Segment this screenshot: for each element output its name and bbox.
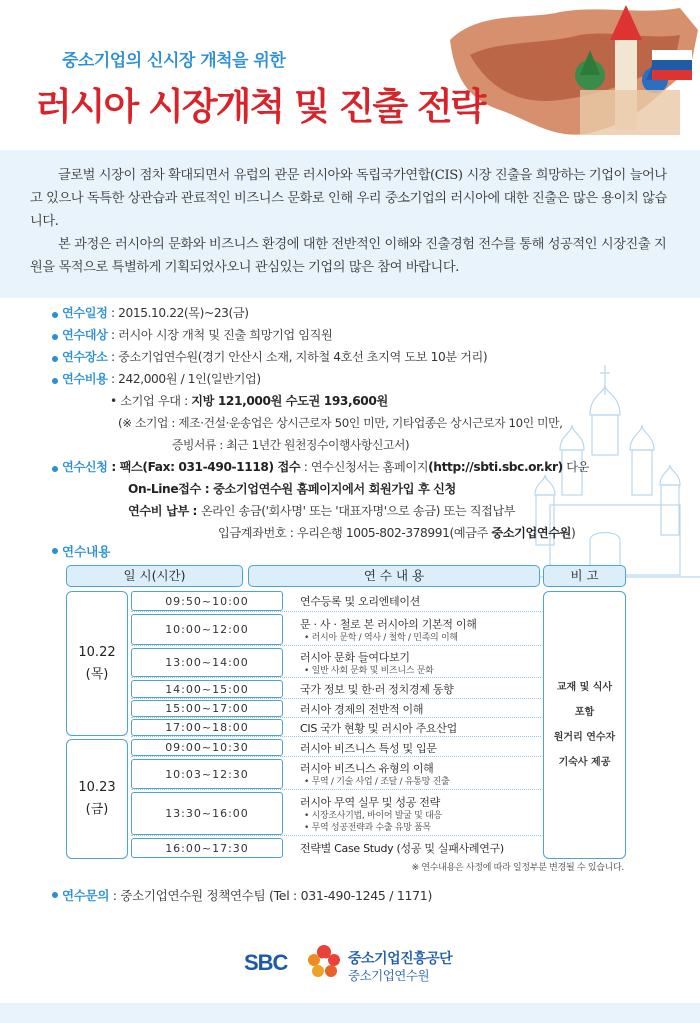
- table-row: [131, 680, 541, 699]
- table-row: [131, 739, 541, 757]
- target-label: 연수대상: [62, 328, 108, 342]
- bullet-icon: [52, 312, 58, 318]
- bullet-icon: [52, 334, 58, 340]
- intro-section: [0, 150, 700, 298]
- org-main: 중소기업진흥공단: [348, 951, 453, 967]
- target-value: : 러시아 시장 개척 및 진출 희망기업 임직원: [107, 328, 333, 342]
- apply-url-rest: 다운: [562, 460, 589, 474]
- content-sub: • 러시아 문학 / 역사 / 철학 / 민족의 이해: [304, 632, 458, 643]
- bullet-icon: [52, 548, 58, 554]
- content-title: 러시아 경제의 전반적 이해: [300, 702, 424, 716]
- table-row: [131, 719, 541, 737]
- table-row: [131, 614, 541, 646]
- place-label: 연수장소: [62, 350, 108, 364]
- table-row: [131, 838, 541, 858]
- content-cell: [286, 648, 541, 677]
- content-cell: [286, 591, 541, 611]
- table-row: [131, 759, 541, 790]
- header-content: 연 수 내 용: [248, 565, 540, 587]
- sbc-logo-text: SBC: [244, 950, 288, 975]
- fee-value: : 242,000원 / 1인(일반기업): [107, 372, 261, 386]
- account-line: [218, 524, 575, 541]
- header: [0, 0, 700, 150]
- apply-line: [62, 458, 589, 475]
- bottom-band: [0, 1003, 700, 1023]
- content-cell: [286, 792, 541, 835]
- content-title: 국가 정보 및 한·러 정치경제 동향: [300, 683, 454, 696]
- time-cell: 14:00~15:00: [131, 680, 283, 698]
- bullet-icon: [52, 378, 58, 384]
- content-sub: • 시장조사기법, 바이어 발굴 및 대응: [304, 810, 442, 821]
- subtitle: 중소기업의 신시장 개척을 위한: [62, 51, 286, 71]
- evidence-note: 증빙서류 : 최근 1년간 원천징수이행사항신고서): [172, 438, 410, 452]
- payment-value: 온라인 송금('회사명' 또는 '대표자명'으로 송금) 또는 직접납부: [200, 504, 516, 518]
- apply-label: 연수신청: [62, 460, 108, 474]
- account-prefix: 입금계좌번호 : 우리은행 1005-802-378991(예금주: [218, 526, 492, 540]
- day2-dow: (금): [85, 802, 109, 817]
- header-time: 일 시(시간): [66, 565, 243, 587]
- place-line: [62, 348, 487, 365]
- content-cell: [286, 680, 541, 698]
- date-line: [62, 304, 249, 321]
- apply-fax: : 팩스(Fax: 031-490-1118) 접수: [107, 460, 301, 474]
- bullet-icon: [52, 892, 58, 898]
- fee-label: 연수비용: [62, 372, 108, 386]
- time-cell: 09:50~10:00: [131, 591, 283, 611]
- date-group-day2: [66, 739, 128, 859]
- apply-fax-rest: : 연수신청서는 홈페이지: [300, 460, 429, 474]
- day2-date: 10.23: [78, 780, 116, 795]
- note-group: [543, 591, 626, 859]
- date-label: 연수일정: [62, 306, 108, 320]
- time-cell: 13:00~14:00: [131, 648, 283, 677]
- time-cell: 13:30~16:00: [131, 792, 283, 835]
- account-suffix: ): [571, 526, 576, 540]
- account-owner: 중소기업연수원: [491, 526, 572, 540]
- table-row: [131, 591, 541, 612]
- content-title: 전략별 Case Study (성공 및 실패사례연구): [300, 842, 504, 855]
- schedule-label: 연수내용: [62, 544, 111, 559]
- time-cell: 09:00~10:30: [131, 739, 283, 756]
- content-title: CIS 국가 현황 및 러시아 주요산업: [300, 721, 457, 735]
- inquiry-label: 연수문의: [62, 888, 110, 903]
- note-line: 포함: [574, 707, 595, 718]
- apply-url[interactable]: (http://sbti.sbc.or.kr): [428, 460, 563, 474]
- content-cell: [286, 719, 541, 736]
- content-title: 러시아 비즈니스 유형의 이해: [300, 762, 434, 775]
- day1-date: 10.22: [78, 644, 116, 660]
- note-line: 교재 및 식사: [556, 682, 613, 693]
- content-cell: [286, 614, 541, 645]
- org-sub: 중소기업연수원: [348, 968, 430, 983]
- content-title: 문 · 사 · 철로 본 러시아의 기본적 이해: [300, 617, 477, 631]
- table-row: [131, 648, 541, 678]
- time-cell: 10:00~12:00: [131, 614, 283, 645]
- content-cell: [286, 759, 541, 789]
- note-line: 원거리 연수자: [553, 732, 616, 743]
- content-title: 러시아 비즈니스 특성 및 입문: [300, 741, 437, 755]
- intro-paragraph-2: 본 과정은 러시아의 문화와 비즈니스 환경에 대한 전반적인 이해와 진출경험 전수를 통해 성공적인 시장진출 지원을 목적으로 특별하게 기획되었사오니 관심있는 기업의 많은 참여 바랍니다.: [30, 237, 667, 275]
- time-cell: 17:00~18:00: [131, 719, 283, 736]
- sbc-flower-logo-icon: [304, 940, 344, 984]
- discount-values: 지방 121,000원 수도권 193,600원: [191, 394, 388, 408]
- time-cell: 10:03~12:30: [131, 759, 283, 789]
- table-row: [131, 792, 541, 836]
- bullet-icon: [52, 356, 58, 362]
- time-cell: 16:00~17:30: [131, 838, 283, 858]
- schedule-footnote: ※ 연수내용은 사정에 따라 일정부분 변경될 수 있습니다.: [411, 863, 624, 873]
- note-line: 기숙사 제공: [558, 757, 611, 768]
- header-note: 비 고: [543, 565, 626, 587]
- content-title: 러시아 문화 들여다보기: [300, 650, 410, 664]
- discount-line: [110, 392, 388, 409]
- content-cell: [286, 838, 541, 858]
- payment-prefix: 연수비 납부 :: [128, 504, 201, 518]
- time-cell: 15:00~17:00: [131, 700, 283, 717]
- intro-paragraph-1: 글로벌 시장이 점차 확대되면서 유럽의 관문 러시아와 독립국가연합(CIS) 시장 진출을 희망하는 기업이 늘어나고 있으나 독특한 상관습과 관료적인 비즈니스 문화로 인해 우리 중소기업의 러시아에 대한 진출은 많은 용이치 않습니다.: [30, 168, 667, 229]
- page-title: 러시아 시장개척 및 진출 전략: [36, 85, 485, 128]
- inquiry-line: [62, 886, 432, 904]
- inquiry-value: : 중소기업연수원 정책연수팀 (Tel : 031-490-1245 / 1171): [109, 888, 433, 903]
- target-line: [62, 326, 332, 343]
- content-cell: [286, 739, 541, 756]
- date-group-day1: [66, 591, 128, 736]
- content-sub: • 일반 사회 문화 및 비즈니스 문화: [304, 665, 434, 676]
- online-line: On-Line접수 : 중소기업연수원 홈페이지에서 회원가입 후 신청: [128, 482, 456, 496]
- content-title: 러시아 무역 실무 및 성공 전략: [300, 795, 440, 809]
- content-sub: • 무역 성공전략과 수출 유망 품목: [304, 822, 431, 833]
- payment-line: [128, 502, 515, 519]
- footer-logo: [224, 938, 484, 988]
- discount-prefix: • 소기업 우대 :: [110, 394, 192, 408]
- date-value: : 2015.10.22(목)~23(금): [107, 306, 249, 320]
- content-sub: • 무역 / 기술 사업 / 조달 / 유통망 진출: [304, 777, 450, 787]
- bullet-icon: [52, 466, 58, 472]
- day1-dow: (목): [85, 666, 109, 682]
- fee-line: [62, 370, 261, 387]
- place-value: : 중소기업연수원(경기 안산시 소재, 지하철 4호선 초지역 도보 10분 거리): [107, 350, 488, 364]
- content-title: 연수등록 및 오리엔테이션: [300, 595, 420, 608]
- content-cell: [286, 700, 541, 717]
- small-business-note: (※ 소기업 : 제조·건설·운송업은 상시근로자 50인 미만, 기타업종은 상시근로자 10인 미만,: [118, 416, 563, 430]
- table-row: [131, 700, 541, 718]
